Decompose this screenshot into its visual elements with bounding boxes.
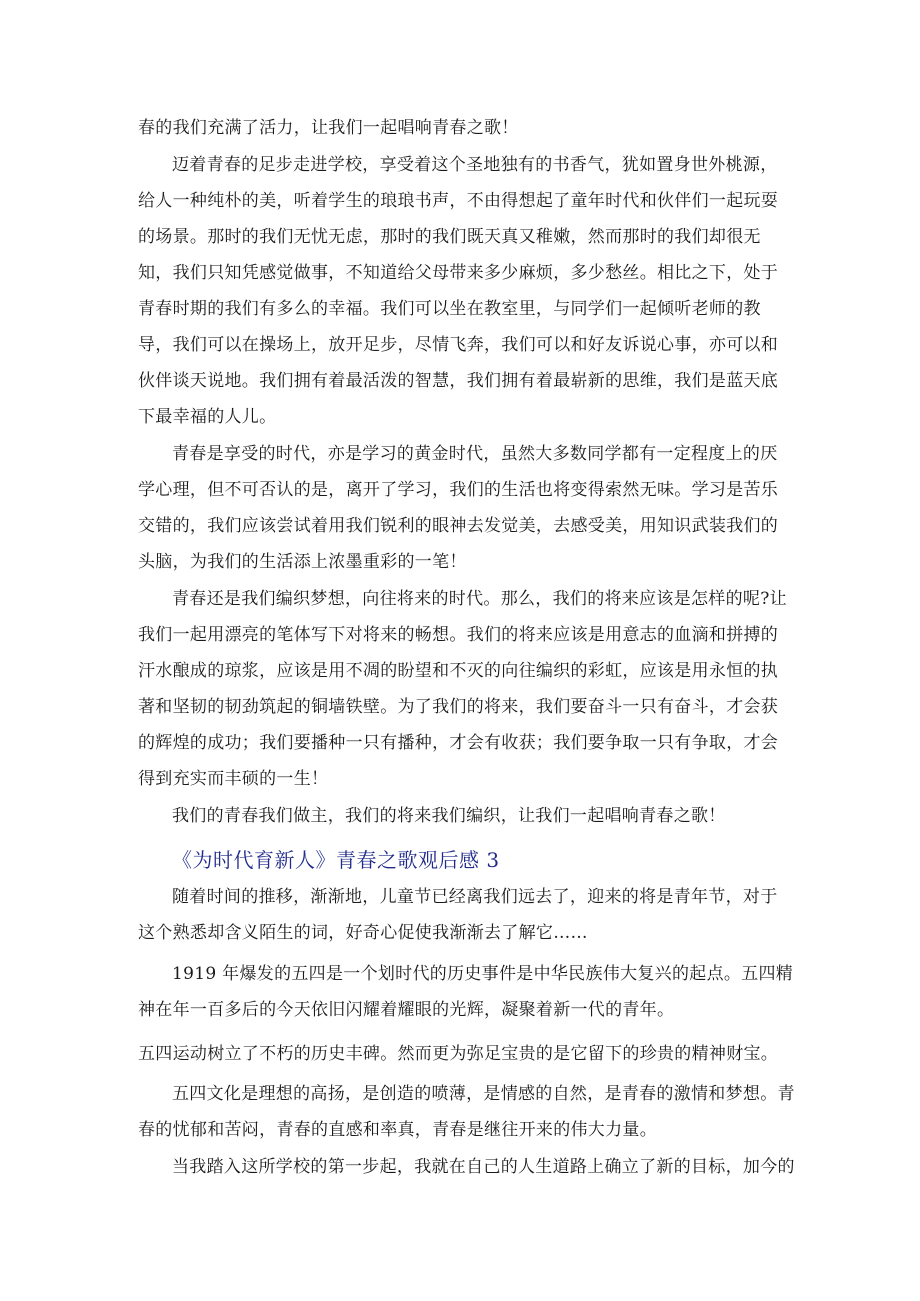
paragraph-line: 这个熟悉却含义陌生的词，好奇心促使我渐渐去了解它…… <box>138 923 588 943</box>
paragraph-line: 当我踏入这所学校的第一步起，我就在自己的人生道路上确立了新的目标，加今的 <box>172 1157 795 1177</box>
section-heading: 《为时代育新人》青春之歌观后感 3 <box>172 848 500 872</box>
paragraph-line: 头脑，为我们的生活添上浓墨重彩的一笔！ <box>138 552 467 572</box>
paragraph-line: 青春还是我们编织梦想，向往将来的时代。那么，我们的将来应该是怎样的呢?让 <box>172 589 787 609</box>
paragraph-line: 随着时间的推移，渐渐地，儿童节已经离我们远去了，迎来的将是青年节，对于 <box>172 887 778 907</box>
paragraph-line: 五四运动树立了不朽的历史丰碑。然而更为弥足宝贵的是它留下的珍贵的精神财宝。 <box>138 1044 779 1064</box>
paragraph-line: 的辉煌的成功；我们要播种一只有播种，才会有收获；我们要争取一只有争取，才会 <box>138 733 779 753</box>
paragraph-line: 学心理，但不可否认的是，离开了学习，我们的生活也将变得索然无味。学习是苦乐 <box>138 480 779 500</box>
paragraph-line: 给人一种纯朴的美，听着学生的琅琅书声，不由得想起了童年时代和伙伴们一起玩耍 <box>138 191 779 211</box>
paragraph-line: 青春时期的我们有多么的幸福。我们可以坐在教室里，与同学们一起倾听老师的教 <box>138 299 761 319</box>
paragraph-line: 春的我们充满了活力，让我们一起唱响青春之歌！ <box>138 118 519 138</box>
paragraph-line: 知，我们只知凭感觉做事，不知道给父母带来多少麻烦，多少愁丝。相比之下，处于 <box>138 263 779 283</box>
paragraph-line: 汗水酿成的琼浆，应该是用不凋的盼望和不灭的向往编织的彩虹，应该是用永恒的执 <box>138 661 779 681</box>
paragraph-line: 迈着青春的足步走进学校，享受着这个圣地独有的书香气，犹如置身世外桃源， <box>172 155 778 175</box>
paragraph-line: 神在年一百多后的今天依旧闪耀着耀眼的光辉，凝聚着新一代的青年。 <box>138 1000 675 1020</box>
paragraph-line: 青春是享受的时代，亦是学习的黄金时代，虽然大多数同学都有一定程度上的厌 <box>172 444 778 464</box>
paragraph-line: 我们一起用漂亮的笔体写下对将来的畅想。我们的将来应该是用意志的血滴和拼搏的 <box>138 625 779 645</box>
paragraph-line: 交错的，我们应该尝试着用我们锐利的眼神去发觉美，去感受美，用知识武装我们的 <box>138 516 779 536</box>
paragraph-line: 我们的青春我们做主，我们的将来我们编织，让我们一起唱响青春之歌！ <box>172 806 726 826</box>
paragraph-line: 得到充实而丰硕的一生！ <box>138 769 329 789</box>
paragraph-line: 春的忧郁和苦闷，青春的直感和率真，青春是继往开来的伟大力量。 <box>138 1120 657 1140</box>
paragraph-line: 1919 年爆发的五四是一个划时代的历史事件是中华民族伟大复兴的起点。五四精 <box>172 964 794 984</box>
paragraph-line: 导，我们可以在操场上，放开足步，尽情飞奔，我们可以和好友诉说心事，亦可以和 <box>138 335 779 355</box>
paragraph-line: 著和坚韧的韧劲筑起的铜墙铁壁。为了我们的将来，我们要奋斗一只有奋斗，才会获 <box>138 697 779 717</box>
paragraph-line: 伙伴谈天说地。我们拥有着最活泼的智慧，我们拥有着最崭新的思维，我们是蓝天底 <box>138 371 779 391</box>
paragraph-line: 下最幸福的人儿。 <box>138 407 277 427</box>
paragraph-line: 的场景。那时的我们无忧无虑，那时的我们既天真又稚嫩，然而那时的我们却很无 <box>138 227 761 247</box>
paragraph-line: 五四文化是理想的高扬，是创造的喷薄，是情感的自然，是青春的激情和梦想。青 <box>172 1084 795 1104</box>
